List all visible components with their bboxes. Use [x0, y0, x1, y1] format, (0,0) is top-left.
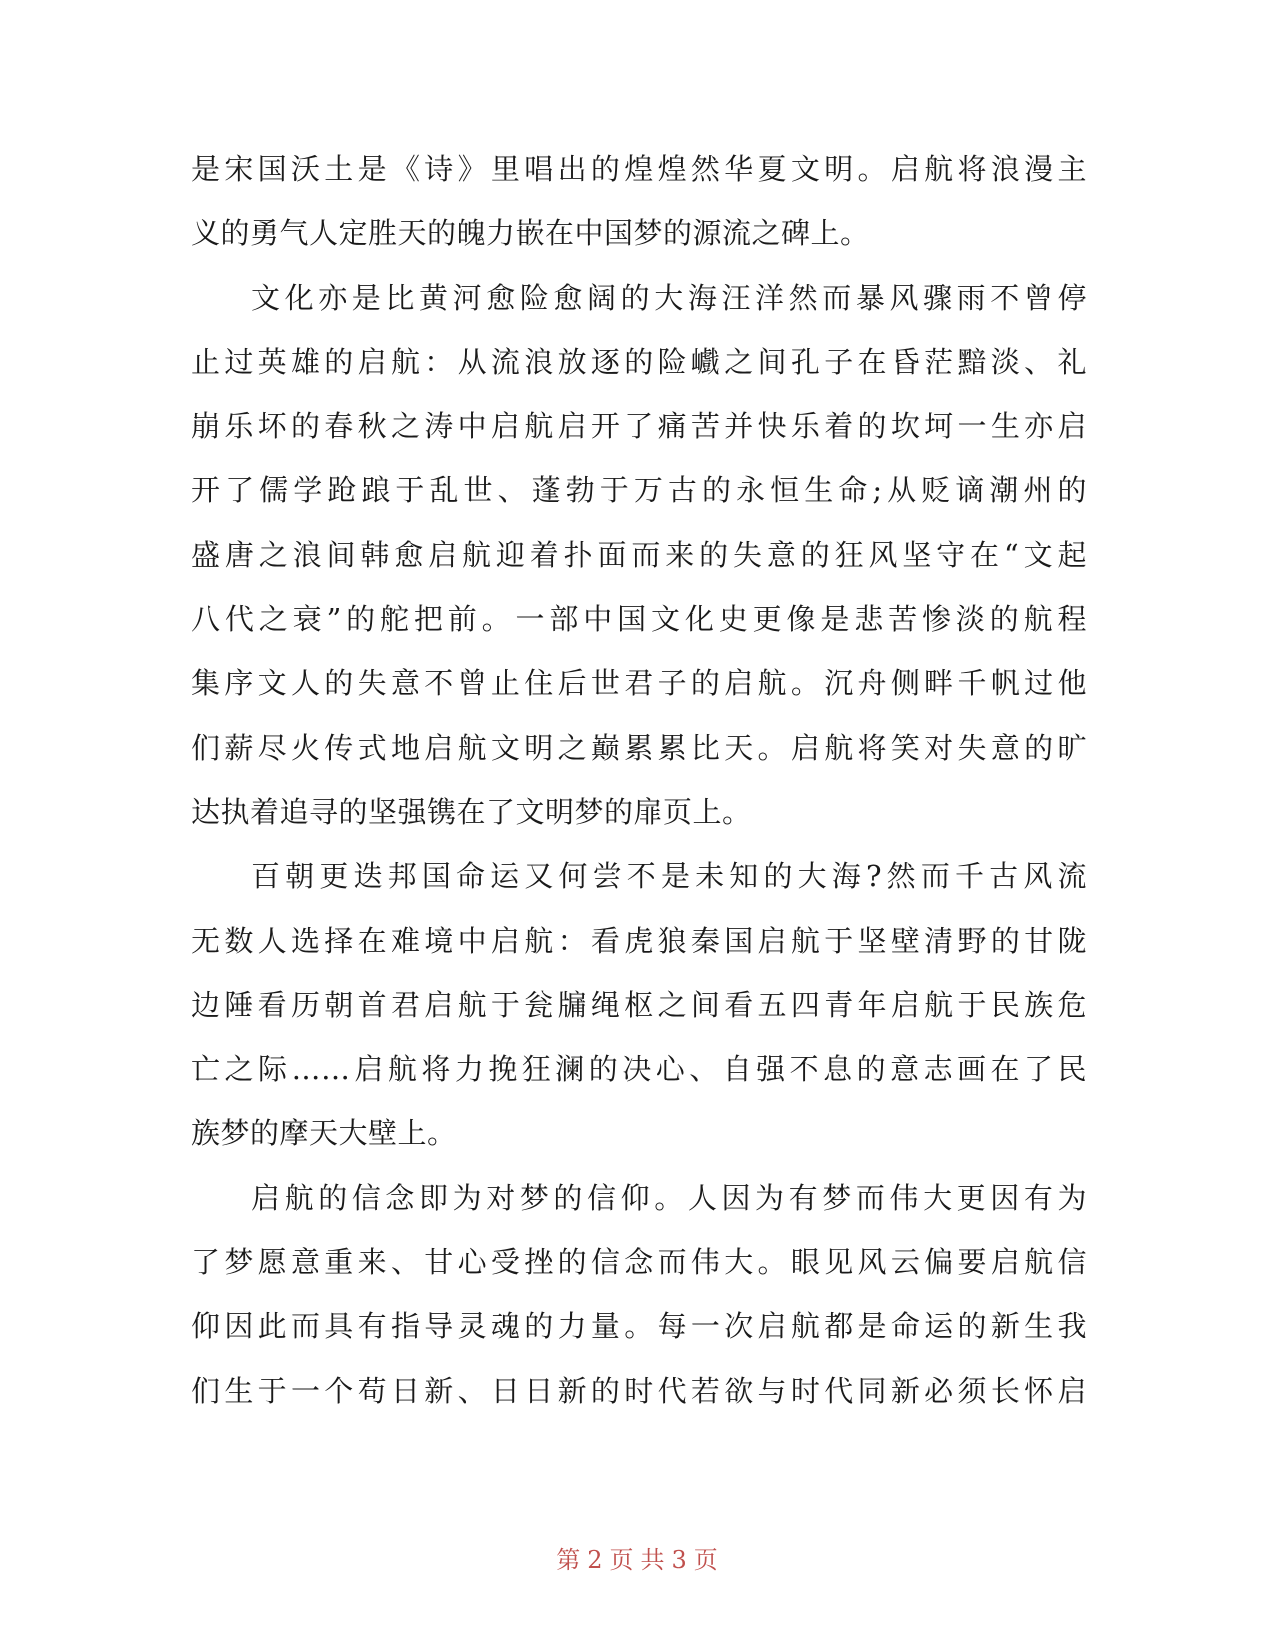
- text-line: 仰因此而具有指导灵魂的力量。每一次启航都是命运的新生我: [191, 1309, 1087, 1344]
- text-line: 们生于一个苟日新、日日新的时代若欲与时代同新必须长怀启: [191, 1373, 1087, 1408]
- text-line: 崩乐坏的春秋之涛中启航启开了痛苦并快乐着的坎坷一生亦启: [191, 409, 1087, 444]
- text-line: 集序文人的失意不曾止住后世君子的启航。沉舟侧畔千帆过他: [191, 666, 1087, 701]
- text-line: 了梦愿意重来、甘心受挫的信念而伟大。眼见风云偏要启航信: [191, 1245, 1087, 1280]
- page-footer: [0, 1540, 1275, 1575]
- text-line: 盛唐之浪间韩愈启航迎着扑面而来的失意的狂风坚守在“文起: [191, 537, 1087, 572]
- text-line: 们薪尽火传式地启航文明之巅累累比天。启航将笑对失意的旷: [191, 730, 1087, 765]
- text-line: 边陲看历朝首君启航于瓮牖绳枢之间看五四青年启航于民族危: [191, 987, 1087, 1022]
- footer-page-word: 页: [609, 1546, 635, 1574]
- text-line: 八代之衰”的舵把前。一部中国文化史更像是悲苦惨淡的航程: [191, 602, 1087, 637]
- text-line: 亡之际……启航将力挽狂澜的决心、自强不息的意志画在了民: [191, 1052, 1087, 1087]
- text-line: 族梦的摩天大壁上。: [191, 1116, 457, 1151]
- text-line: 达执着追寻的坚强镌在了文明梦的扉页上。: [191, 794, 752, 829]
- footer-suffix: 页: [693, 1546, 719, 1574]
- text-line: 义的勇气人定胜天的魄力嵌在中国梦的源流之碑上。: [191, 216, 870, 251]
- text-line: 止过英雄的启航：从流浪放逐的险巇之间孔子在昏茫黯淡、礼: [191, 344, 1087, 379]
- text-line: 是宋国沃土是《诗》里唱出的煌煌然华夏文明。启航将浪漫主: [191, 152, 1087, 186]
- text-line: 文化亦是比黄河愈险愈阔的大海汪洋然而暴风骤雨不曾停: [251, 280, 1087, 315]
- footer-total-word: 共: [640, 1546, 666, 1574]
- text-line: 启航的信念即为对梦的信仰。人因为有梦而伟大更因有为: [251, 1180, 1087, 1215]
- footer-prefix: 第: [556, 1546, 582, 1574]
- footer-current-page: 2: [587, 1546, 604, 1574]
- text-line: 开了儒学跄踉于乱世、蓬勃于万古的永恒生命;从贬谪潮州的: [191, 473, 1087, 508]
- text-line: 无数人选择在难境中启航：看虎狼秦国启航于坚壁清野的甘陇: [191, 923, 1087, 958]
- document-body: [191, 137, 1087, 1423]
- footer-total-pages: 3: [671, 1546, 688, 1574]
- text-line: 百朝更迭邦国命运又何尝不是未知的大海?然而千古风流: [251, 859, 1087, 894]
